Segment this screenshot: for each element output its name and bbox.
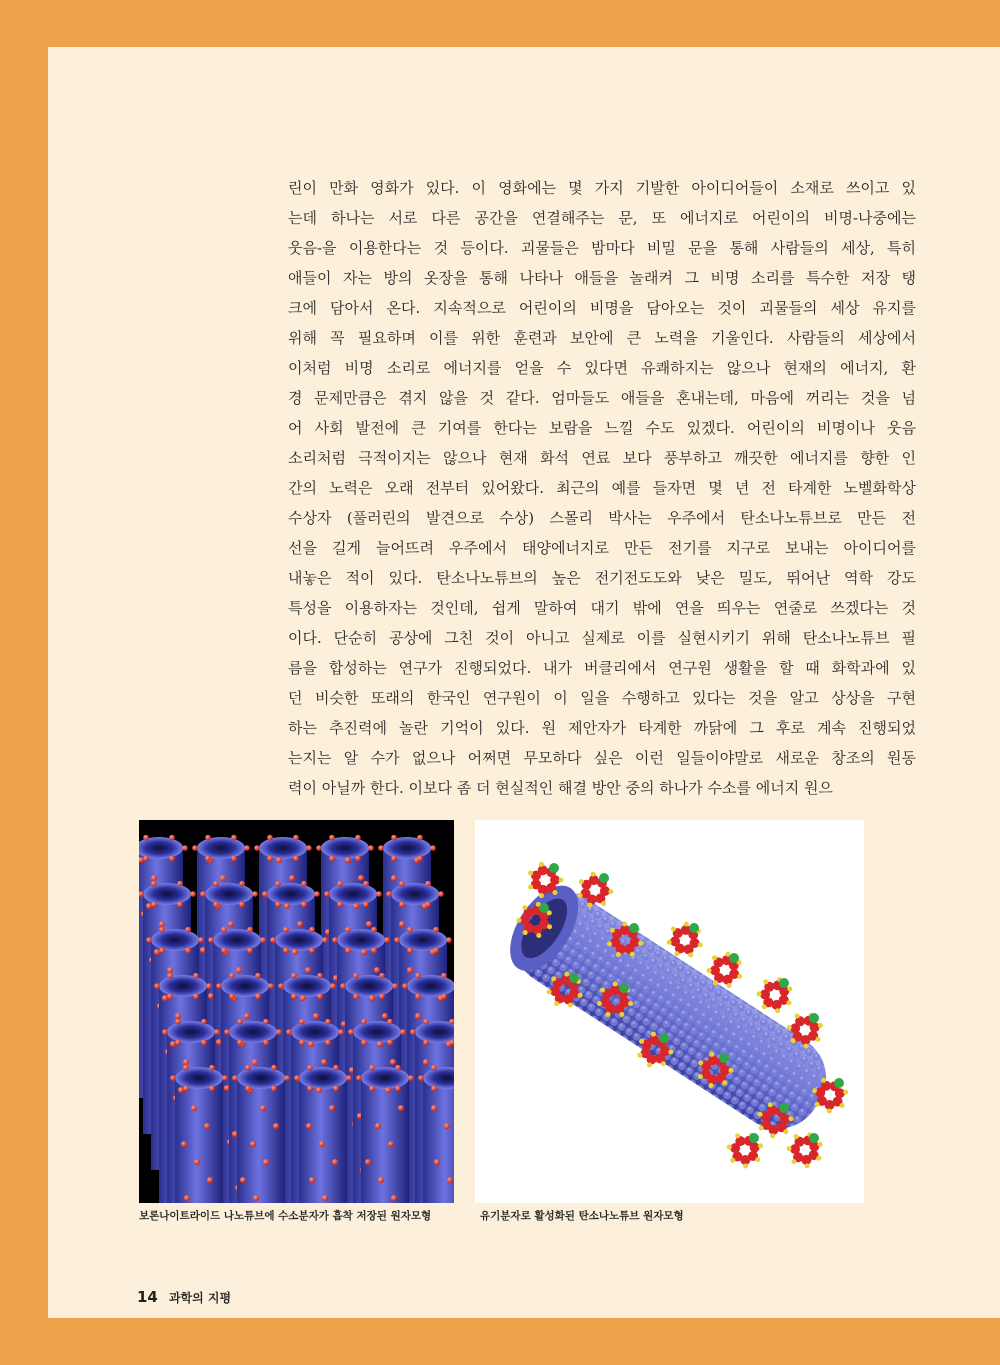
carbon-nanotube-illustration [475, 820, 864, 1203]
bn-nanotube-array-image [139, 820, 454, 1203]
text-line: 수상자 (풀러린의 발견으로 수상) 스몰리 박사는 우주에서 탄소나노튜브로 만든 전 [288, 509, 916, 527]
text-line: 던 비슷한 또래의 한국인 연구원이 이 일을 수행하고 있다는 것을 알고 상상을 구현 [288, 689, 916, 707]
text-line: 특성을 이용하자는 것인데, 쉽게 말하여 대기 밖에 연을 띄우는 연줄로 쓰겠다는 것 [288, 599, 916, 617]
text-line: 간의 노력은 오래 전부터 있어왔다. 최근의 예를 들자면 몇 년 전 타계한 노벨화학상 [288, 479, 916, 497]
text-line: 애들이 자는 방의 옷장을 통해 나타나 애들을 놀래켜 그 비명 소리를 특수한 저장 탱 [288, 269, 916, 287]
text-line: 웃음-을 이용한다는 것 등이다. 괴물들은 밤마다 비밀 문을 통해 사람들의 세상, 특히 [288, 239, 916, 257]
text-line: 내놓은 적이 있다. 탄소나노튜브의 높은 전기전도도와 낮은 밀도, 뛰어난 역학 강도 [288, 569, 916, 587]
page-footer [137, 1287, 231, 1306]
text-line: 선을 길게 늘어뜨려 우주에서 태양에너지로 만든 전기를 지구로 보내는 아이디어를 [288, 539, 916, 557]
bn-nanotube-illustration [139, 820, 454, 1203]
text-line: 는지는 알 수가 없으나 어쩌면 무모하다 싶은 이런 일들이야말로 새로운 창조의 원동 [288, 749, 916, 767]
text-line: 위해 꼭 필요하며 이를 위한 훈련과 보안에 큰 노력을 기울인다. 사람들의 세상에서 [288, 329, 916, 347]
text-line: 는데 하나는 서로 다른 공간을 연결해주는 문, 또 에너지로 어린이의 비명-나중에는 [288, 209, 916, 227]
left-figure-caption: 보론나이트라이드 나노튜브에 수소분자가 흡착 저장된 원자모형 [139, 1210, 432, 1222]
text-line: 경 문제만큼은 겪지 않을 것 같다. 엄마들도 애들을 혼내는데, 마음에 꺼리는 것을 넘 [288, 389, 916, 407]
text-line: 이다. 단순히 공상에 그친 것이 아니고 실제로 이를 실현시키기 위해 탄소나노튜브 필 [288, 629, 916, 647]
page [48, 47, 1000, 1318]
body-text [288, 173, 916, 803]
text-line: 크에 담아서 온다. 지속적으로 어린이의 비명을 담아오는 것이 괴물들의 세상 유지를 [288, 299, 916, 317]
text-line: 력이 아닐까 한다. 이보다 좀 더 현실적인 해결 방안 중의 하나가 수소를 에너지 원으 [288, 779, 833, 797]
functionalized-cnt-image [475, 820, 864, 1203]
publication-title: 과학의 지평 [168, 1291, 232, 1305]
text-line: 하는 추진력에 놀란 기억이 있다. 원 제안자가 타계한 까닭에 그 후로 계속 진행되었 [288, 719, 916, 737]
text-line: 이처럼 비명 소리로 에너지를 얻을 수 있다면 유쾌하지는 않으나 현재의 에너지, 환 [288, 359, 916, 377]
text-line: 소리처럼 극적이지는 않으나 현재 화석 연료 보다 풍부하고 깨끗한 에너지를 향한 인 [288, 449, 916, 467]
text-line: 린이 만화 영화가 있다. 이 영화에는 몇 가지 기발한 아이디어들이 소재로 쓰이고 있 [288, 179, 916, 197]
right-figure-caption: 유기분자로 활성화된 탄소나노튜브 원자모형 [480, 1210, 684, 1222]
text-line: 어 사회 발전에 큰 기여를 한다는 보람을 느낄 수도 있겠다. 어린이의 비명이나 웃음 [288, 419, 916, 437]
text-line: 름을 합성하는 연구가 진행되었다. 내가 버클리에서 연구원 생활을 할 때 화학과에 있 [288, 659, 916, 677]
page-number: 14 [137, 1288, 158, 1306]
